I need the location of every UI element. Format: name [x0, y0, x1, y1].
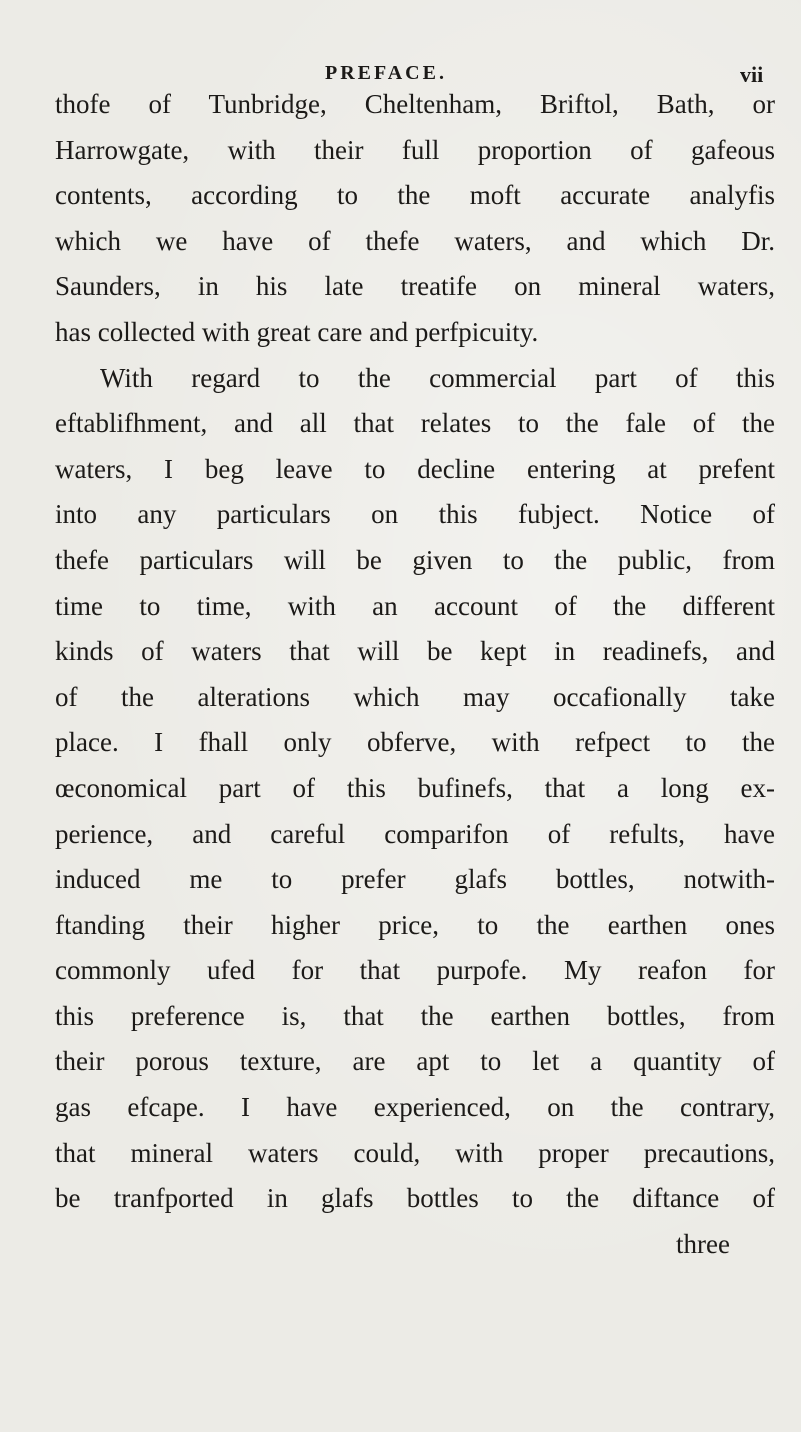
text-line: œconomical part of this bufinefs, that a long ex- [55, 772, 775, 803]
text-line: With regard to the commercial part of this [100, 362, 775, 393]
text-line: perience, and careful comparifon of refults, have [55, 818, 775, 849]
text-line: thofe of Tunbridge, Cheltenham, Briftol, Bath, or [55, 89, 775, 119]
text-line: Saunders, in his late treatife on mineral waters, [55, 271, 775, 302]
running-title: PREFACE. [325, 62, 447, 84]
text-line: ftanding their higher price, to the earthen ones [55, 909, 775, 940]
text-line: that mineral waters could, with proper precautions, [55, 1137, 775, 1168]
text-line: induced me to prefer glafs bottles, notwith- [55, 864, 775, 895]
page-number: vii [740, 62, 764, 87]
text-line: Harrowgate, with their full proportion of gafeous [55, 134, 775, 165]
text-line: into any particulars on this fubject. Notice of [55, 499, 775, 530]
text-line: thefe particulars will be given to the public, from [55, 544, 775, 575]
text-line: waters, I beg leave to decline entering at prefent [55, 453, 775, 484]
text-line: has collected with great care and perfpicuity. [55, 316, 539, 347]
text-line: place. I fhall only obferve, with refpect to the [55, 727, 775, 758]
text-line: this preference is, that the earthen bottles, from [55, 1000, 775, 1031]
text-line: which we have of thefe waters, and which Dr. [55, 225, 775, 256]
text-line: of the alterations which may occafionally take [55, 681, 775, 712]
text-line: time to time, with an account of the different [55, 590, 775, 621]
text-line: be tranfported in glafs bottles to the diftance of [55, 1183, 775, 1214]
catchword: three [676, 1228, 730, 1259]
text-line: kinds of waters that will be kept in readinefs, and [55, 636, 775, 667]
text-line: commonly ufed for that purpofe. My reafon for [55, 955, 775, 986]
text-line: their porous texture, are apt to let a quantity of [55, 1046, 775, 1077]
text-line: gas efcape. I have experienced, on the contrary, [55, 1092, 775, 1123]
body-text [55, 82, 775, 1267]
text-line: contents, according to the moft accurate analyfis [55, 180, 775, 211]
text-line: eftablifhment, and all that relates to the fale of the [55, 408, 775, 439]
